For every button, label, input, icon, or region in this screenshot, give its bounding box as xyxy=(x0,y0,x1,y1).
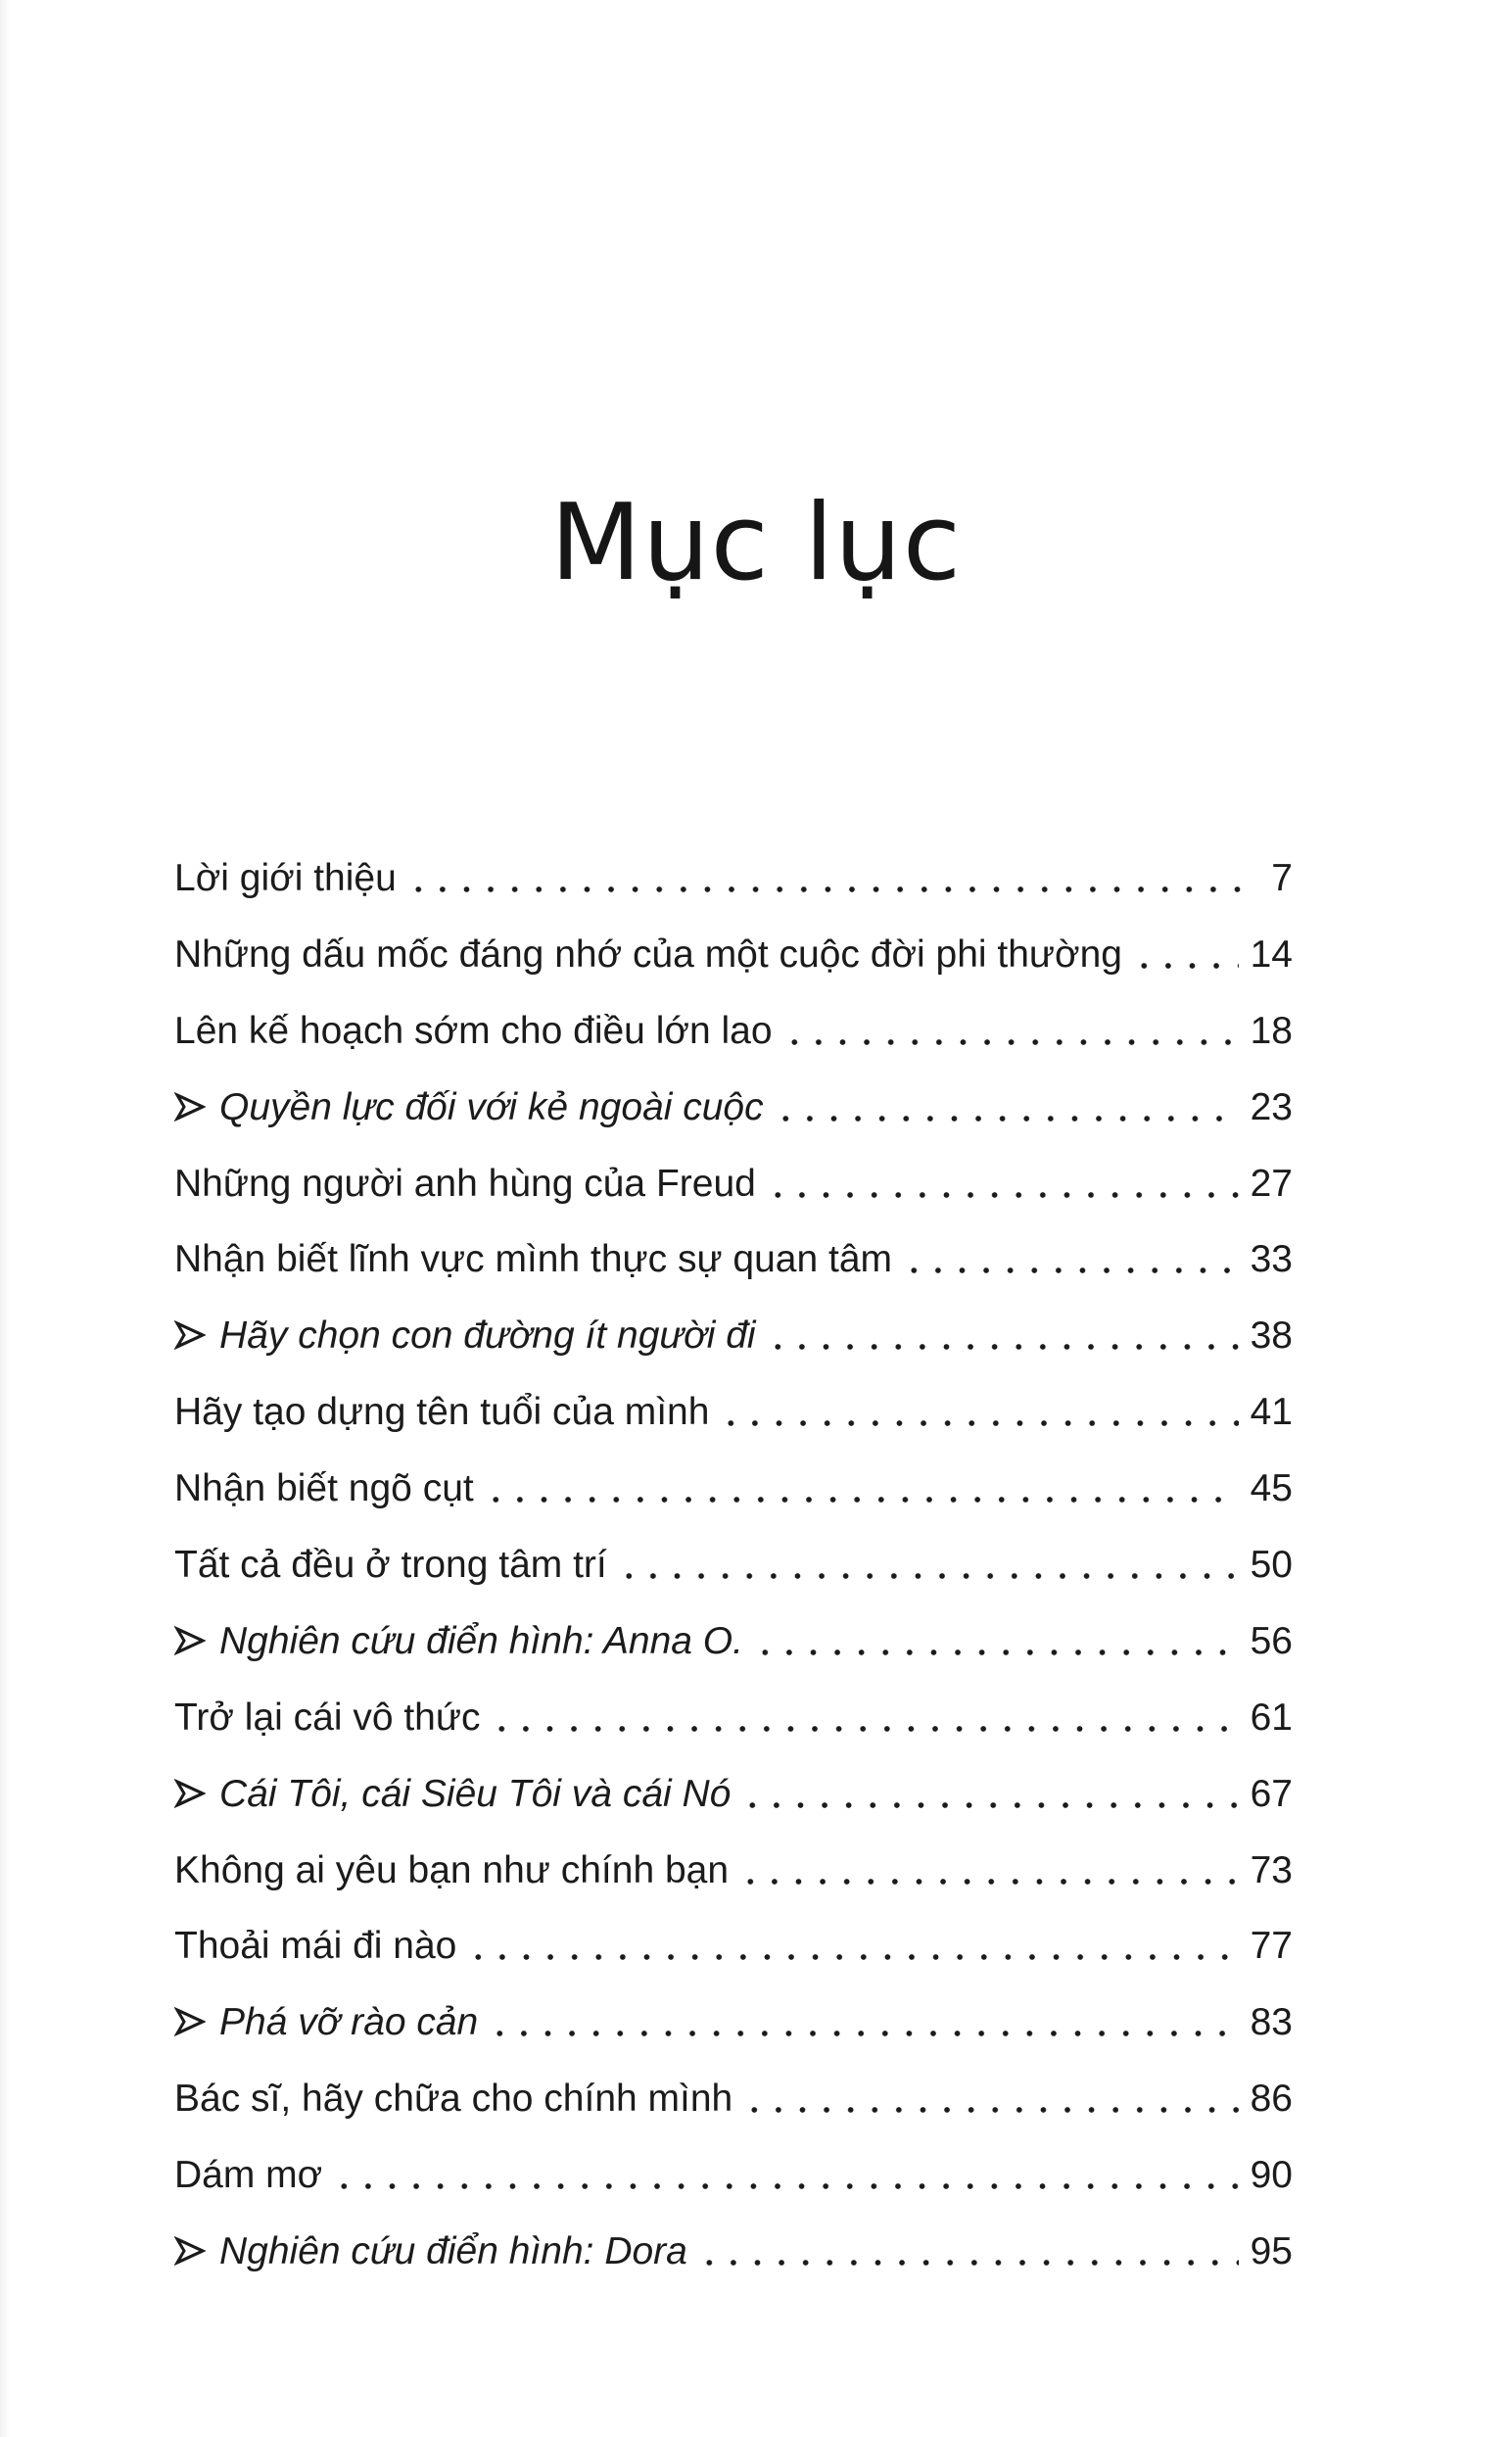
arrow-bullet-icon xyxy=(174,1757,219,1834)
dot-leader xyxy=(742,2077,1238,2115)
toc-entry-title: Nhận biết lĩnh vực mình thực sự quan tâm xyxy=(174,1238,893,1281)
dot-leader xyxy=(406,856,1253,894)
toc-page-number: 61 xyxy=(1250,1696,1293,1739)
table-of-contents xyxy=(174,840,1293,2290)
toc-entry xyxy=(174,840,1293,917)
toc-entry xyxy=(174,1146,1293,1222)
toc-entry-title: Bác sĩ, hãy chữa cho chính mình xyxy=(174,2078,733,2121)
toc-page-number: 95 xyxy=(1250,2230,1293,2273)
toc-entry xyxy=(174,2214,1293,2290)
dot-leader xyxy=(766,1314,1239,1352)
toc-entry xyxy=(174,1527,1293,1603)
toc-entry-title: Nghiên cứu điển hình: Anna O. xyxy=(219,1619,743,1662)
toc-entry-title: Quyền lực đối với kẻ ngoài cuộc xyxy=(219,1085,764,1128)
dot-leader xyxy=(490,1696,1238,1734)
arrow-bullet-icon xyxy=(174,1604,219,1681)
dot-leader xyxy=(753,1619,1239,1657)
toc-entry xyxy=(174,1833,1293,1909)
toc-entry-title: Tất cả đều ở trong tâm trí xyxy=(174,1544,607,1587)
toc-entry-title: Hãy chọn con đường ít người đi xyxy=(219,1314,756,1358)
toc-entry xyxy=(174,917,1293,993)
toc-page-number: 83 xyxy=(1250,2001,1293,2044)
dot-leader xyxy=(719,1390,1238,1428)
toc-entry xyxy=(174,1908,1293,1984)
dot-leader xyxy=(774,1085,1239,1123)
toc-entry xyxy=(174,993,1293,1070)
toc-entry xyxy=(174,1984,1293,2061)
toc-page-number: 41 xyxy=(1250,1391,1293,1434)
toc-page-number: 38 xyxy=(1250,1314,1293,1358)
toc-entry xyxy=(174,1374,1293,1451)
dot-leader xyxy=(697,2229,1239,2268)
dot-leader xyxy=(902,1237,1239,1275)
toc-entry xyxy=(174,1451,1293,1527)
toc-entry xyxy=(174,2061,1293,2137)
dot-leader xyxy=(332,2153,1238,2191)
arrow-bullet-icon xyxy=(174,1071,219,1147)
toc-page-number: 18 xyxy=(1250,1009,1293,1052)
toc-page-number: 67 xyxy=(1250,1772,1293,1815)
toc-entry-title: Nghiên cứu điển hình: Dora xyxy=(219,2230,687,2273)
toc-entry xyxy=(174,1298,1293,1374)
page-title: Mục lục xyxy=(549,482,963,604)
dot-leader xyxy=(617,1543,1239,1581)
toc-entry-title: Dám mơ xyxy=(174,2154,323,2197)
toc-page-number: 27 xyxy=(1250,1162,1293,1205)
toc-entry xyxy=(174,1603,1293,1680)
toc-entry-title: Những dấu mốc đáng nhớ của một cuộc đời phi thường xyxy=(174,932,1122,976)
toc-page-number: 73 xyxy=(1250,1848,1293,1891)
toc-entry xyxy=(174,1221,1293,1298)
toc-page-number: 45 xyxy=(1250,1467,1293,1510)
arrow-bullet-icon xyxy=(174,2215,219,2291)
toc-entry xyxy=(174,1070,1293,1146)
dot-leader xyxy=(466,1924,1238,1962)
arrow-bullet-icon xyxy=(174,1985,219,2062)
arrow-bullet-icon xyxy=(174,1299,219,1375)
toc-entry-title: Không ai yêu bạn như chính bạn xyxy=(174,1848,730,1891)
toc-page-number: 56 xyxy=(1250,1619,1293,1662)
toc-page-number: 77 xyxy=(1250,1925,1293,1968)
dot-leader xyxy=(782,1009,1239,1047)
toc-entry xyxy=(174,1680,1293,1756)
toc-page-number: 86 xyxy=(1250,2078,1293,2121)
toc-page-number: 7 xyxy=(1271,857,1293,899)
toc-entry-title: Lời giới thiệu xyxy=(174,857,397,899)
toc-entry-title: Những người anh hùng của Freud xyxy=(174,1162,756,1205)
toc-page-number: 23 xyxy=(1250,1085,1293,1128)
toc-page-number: 50 xyxy=(1250,1544,1293,1587)
toc-entry xyxy=(174,2137,1293,2214)
toc-entry-title: Phá vỡ rào cản xyxy=(219,2001,479,2044)
toc-entry xyxy=(174,1756,1293,1833)
toc-entry-title: Hãy tạo dựng tên tuổi của mình xyxy=(174,1391,710,1434)
toc-entry-title: Thoải mái đi nào xyxy=(174,1925,457,1968)
toc-entry-title: Lên kế hoạch sớm cho điều lớn lao xyxy=(174,1009,773,1052)
toc-page-number: 33 xyxy=(1250,1238,1293,1281)
toc-entry-title: Nhận biết ngõ cụt xyxy=(174,1467,474,1510)
dot-leader xyxy=(740,1772,1238,1810)
toc-entry-title: Trở lại cái vô thức xyxy=(174,1696,481,1739)
dot-leader xyxy=(738,1848,1239,1887)
dot-leader xyxy=(1132,932,1239,971)
page-edge-shadow xyxy=(0,0,10,2437)
toc-page-number: 14 xyxy=(1250,932,1293,976)
dot-leader xyxy=(484,1466,1239,1505)
toc-entry-title: Cái Tôi, cái Siêu Tôi và cái Nó xyxy=(219,1772,732,1815)
dot-leader xyxy=(766,1162,1239,1200)
dot-leader xyxy=(488,2000,1238,2038)
toc-page-number: 90 xyxy=(1250,2154,1293,2197)
